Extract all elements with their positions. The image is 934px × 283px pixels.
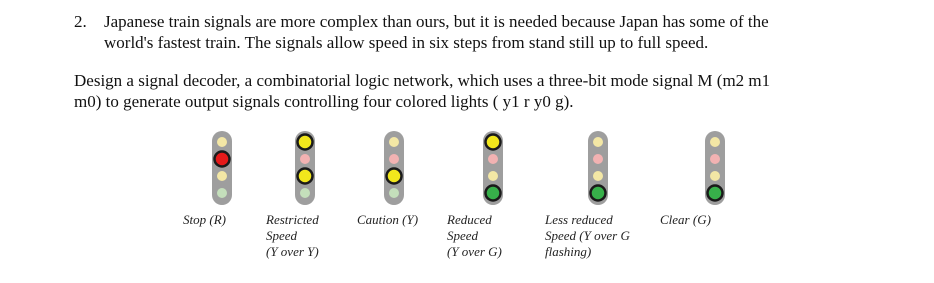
signal-stop xyxy=(206,130,238,206)
task-line: m0) to generate output signals controlling four colored lights ( y1 r y0 g). xyxy=(74,92,574,111)
signal-restricted xyxy=(289,130,321,206)
caption-line: Less reduced xyxy=(545,212,613,227)
top-yellow-lamp xyxy=(593,137,603,147)
green-lamp xyxy=(300,188,310,198)
caption-less-reduced xyxy=(545,212,630,260)
lower-yellow-lamp xyxy=(488,171,498,181)
lower-yellow-lamp xyxy=(387,169,402,184)
top-yellow-lamp xyxy=(298,135,313,150)
caption-restricted xyxy=(266,212,319,260)
caption-line: (Y over G) xyxy=(447,244,502,259)
red-lamp xyxy=(300,154,310,164)
caption-line: Caution (Y) xyxy=(357,212,419,227)
caption-line: Speed (Y over G xyxy=(545,228,630,243)
green-lamp xyxy=(591,186,606,201)
question-intro xyxy=(104,11,894,53)
caption-line: Restricted xyxy=(266,212,319,227)
intro-line: Japanese train signals are more complex than ours, but it is needed because Japan has some of the xyxy=(104,12,769,31)
lower-yellow-lamp xyxy=(298,169,313,184)
green-lamp xyxy=(708,186,723,201)
green-lamp xyxy=(486,186,501,201)
top-yellow-lamp xyxy=(389,137,399,147)
green-lamp xyxy=(217,188,227,198)
caption-line: Clear (G) xyxy=(660,212,711,227)
caption-caution xyxy=(357,212,418,228)
signal-less-reduced xyxy=(582,130,614,206)
signal-caution xyxy=(378,130,410,206)
red-lamp xyxy=(215,152,230,167)
green-lamp xyxy=(389,188,399,198)
caption-line: Stop (R) xyxy=(183,212,226,227)
top-yellow-lamp xyxy=(486,135,501,150)
intro-line: world's fastest train. The signals allow speed in six steps from stand still up to full speed. xyxy=(104,33,709,52)
caption-line: (Y over Y) xyxy=(266,244,319,259)
signal-reduced xyxy=(477,130,509,206)
top-yellow-lamp xyxy=(217,137,227,147)
caption-line: Speed xyxy=(447,228,479,243)
lower-yellow-lamp xyxy=(710,171,720,181)
red-lamp xyxy=(389,154,399,164)
red-lamp xyxy=(488,154,498,164)
caption-reduced xyxy=(447,212,502,260)
lower-yellow-lamp xyxy=(593,171,603,181)
caption-clear xyxy=(660,212,711,228)
top-yellow-lamp xyxy=(710,137,720,147)
caption-line: Reduced xyxy=(447,212,492,227)
lower-yellow-lamp xyxy=(217,171,227,181)
question-task xyxy=(74,70,894,112)
task-line: Design a signal decoder, a combinatorial logic network, which uses a three-bit mode signal M (m2 m1 xyxy=(74,71,771,90)
caption-stop xyxy=(183,212,226,228)
question-number: 2. xyxy=(74,12,87,31)
signal-clear xyxy=(699,130,731,206)
caption-line: Speed xyxy=(266,228,298,243)
caption-line: flashing) xyxy=(545,244,592,259)
red-lamp xyxy=(593,154,603,164)
red-lamp xyxy=(710,154,720,164)
